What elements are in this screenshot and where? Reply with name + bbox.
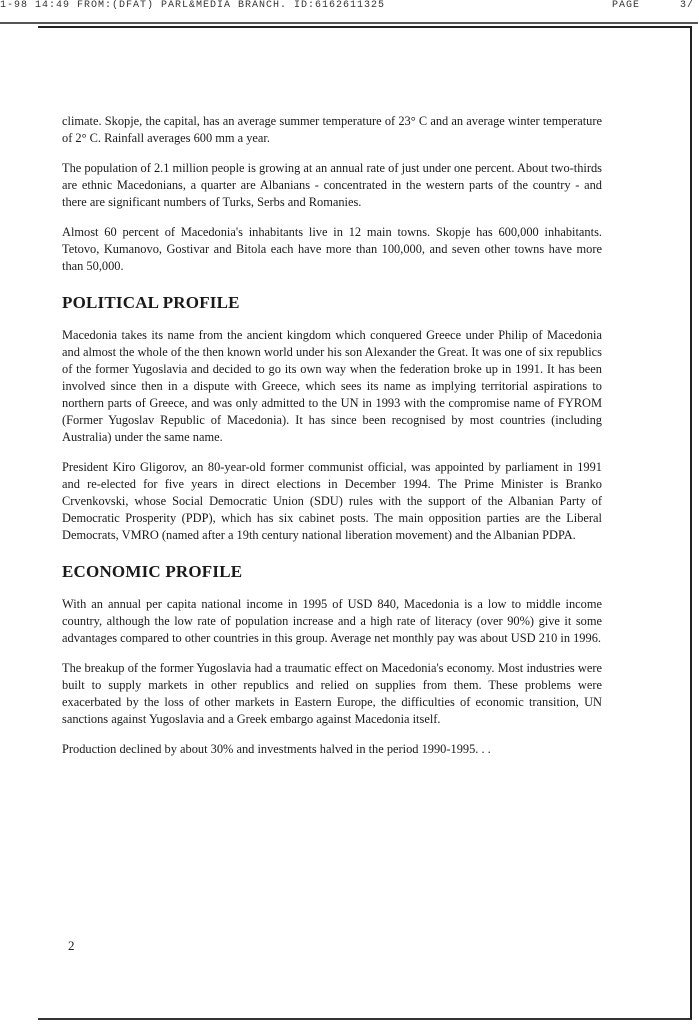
heading-economic-profile: ECONOMIC PROFILE	[62, 562, 243, 581]
fax-page-label: PAGE	[612, 0, 641, 11]
fax-page-number: 3/	[680, 0, 695, 11]
paragraph-political-leadership: President Kiro Gligorov, an 80-year-old former communist official, was appointed by parliament in 1991 and re-elected for five years in direct elections in December 1994. The Prime Minister is Branko Crvenkovski, whose Social Democratic Union (SDU) rules with the support of the Albanian Party of Democratic Prosperity (PDP), which has six cabinet posts. The main opposition parties are the Liberal Democrats, VMRO (named after a 19th century national liberation movement) and the Albanian PDPA.	[62, 460, 602, 542]
paragraph-political-history: Macedonia takes its name from the ancient kingdom which conquered Greece under Philip of Macedonia and almost the whole of the then known world under his son Alexander the Great. It was one of six republics of the former Yugoslavia and decided to go its own way when the federation broke up in 1991. It has been involved since then in a dispute with Greece, which sees its name as implying territorial aspirations to northern parts of Greece, and was only admitted to the UN in 1993 with the compromise name of FYROM (Former Yugoslav Republic of Macedonia). It has since been recognised by most countries (including Australia) under the same name.	[62, 328, 602, 444]
top-rule	[0, 22, 698, 24]
paragraph-climate: climate. Skopje, the capital, has an average summer temperature of 23° C and an average winter temperature of 2° C. Rainfall averages 600 mm a year.	[62, 114, 602, 145]
fax-transmission-line: 1-98 14:49 FROM:(DFAT) PARL&MEDIA BRANCH. ID:6162611325	[0, 0, 386, 11]
paragraph-economic-production: Production declined by about 30% and investments halved in the period 1990-1995. . .	[62, 742, 491, 756]
paragraph-economic-breakup: The breakup of the former Yugoslavia had a traumatic effect on Macedonia's economy. Most industries were built to supply markets in other republics and relied on supplies from them. These problems were exacerbated by the loss of other markets in Eastern Europe, the difficulties of economic transition, UN sanctions against Yugoslavia and a Greek embargo against Macedonia itself.	[62, 661, 602, 726]
page-number: 2	[68, 938, 75, 953]
fax-header	[0, 0, 698, 14]
paragraph-economic-income: With an annual per capita national income in 1995 of USD 840, Macedonia is a low to middle income country, although the low rate of population increase and a high rate of literacy (over 90%) give it some advantages compared to other countries in this group. Average net monthly pay was about USD 210 in 1996.	[62, 597, 602, 645]
paragraph-population: The population of 2.1 million people is growing at an annual rate of just under one percent. About two-thirds are ethnic Macedonians, a quarter are Albanians - concentrated in the western parts of the country - and there are significant numbers of Turks, Serbs and Romanies.	[62, 161, 602, 209]
heading-political-profile: POLITICAL PROFILE	[62, 293, 240, 312]
document-body	[62, 113, 602, 771]
paragraph-towns: Almost 60 percent of Macedonia's inhabitants live in 12 main towns. Skopje has 600,000 inhabitants. Tetovo, Kumanovo, Gostivar and Bitola each have more than 100,000, and seven other towns have more than 50,000.	[62, 225, 602, 273]
